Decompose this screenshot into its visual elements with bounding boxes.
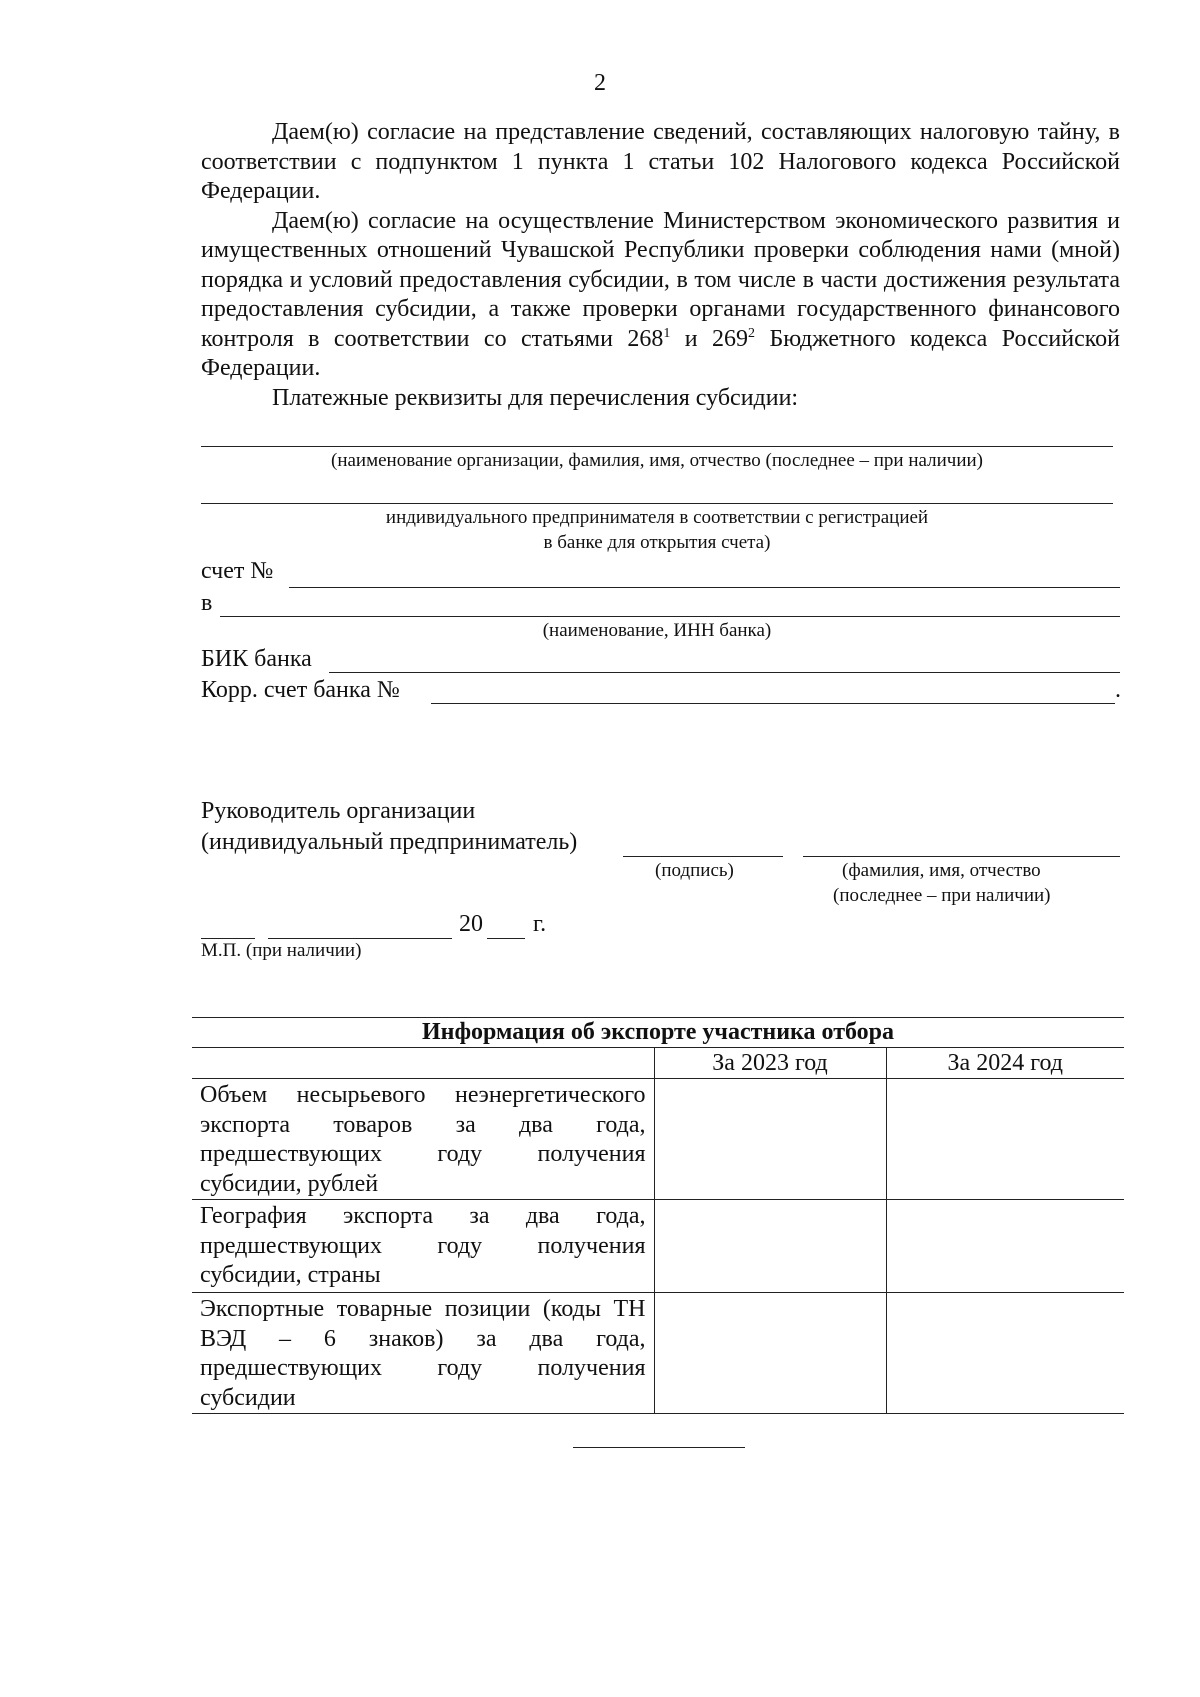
fio-caption-line1: (фамилия, имя, отчество [842, 860, 1041, 881]
account-line[interactable] [289, 587, 1120, 588]
table-row [192, 1079, 1124, 1200]
table-title: Информация об экспорте участника отбора [192, 1018, 1124, 1048]
export-volume-2023-cell[interactable] [654, 1079, 886, 1200]
stamp-caption: М.П. (при наличии) [201, 940, 362, 961]
date-year-suffix: г. [533, 911, 547, 937]
table-header-blank [192, 1048, 654, 1079]
date-year-line[interactable] [487, 938, 525, 939]
body-text [201, 118, 1120, 413]
corr-account-label: Корр. счет банка № [201, 677, 400, 703]
bank-line[interactable] [220, 616, 1120, 617]
org-name-caption: (наименование организации, фамилия, имя, отчество (последнее – при наличии) [331, 450, 983, 471]
consent-inspection-paragraph: Даем(ю) согласие на осуществление Министерством экономического развития и имущественных отношений Чувашской Республики проверки соблюдения нами (мной) порядка и условий предоставления субсидии, в том числе в части достижения результата предоставления субсидии, а также проверки органами государственного финансового контроля в соответствии со статьями $268^1$ и $269^2$ Бюджетного кодекса Российской Федерации. [201, 207, 1121, 381]
bank-name-caption: (наименование, ИНН банка) [542, 620, 772, 641]
export-geography-2024-cell[interactable] [886, 1200, 1124, 1293]
fio-caption-line2: (последнее – при наличии) [833, 885, 1051, 906]
org-name-line-2[interactable] [201, 503, 1113, 504]
payment-details-heading: Платежные реквизиты для перечисления субсидии: [272, 384, 799, 411]
ip-caption-line1: индивидуального предпринимателя в соответствии с регистрацией [385, 507, 929, 528]
individual-entrepreneur-label: (индивидуальный предприниматель) [201, 829, 578, 855]
table-title-row [192, 1018, 1124, 1048]
export-codes-2024-cell[interactable] [886, 1293, 1124, 1414]
corr-account-line[interactable] [431, 703, 1115, 704]
row-label-export-volume: Объем несырьевого неэнергетического экспорта товаров за два года, предшествующих году получения субсидии, рублей [192, 1079, 654, 1200]
row-label-export-geography: География экспорта за два года, предшествующих году получения субсидии, страны [192, 1200, 654, 1293]
head-of-organization-label: Руководитель организации [201, 798, 476, 824]
table-header-row [192, 1048, 1124, 1079]
bik-line[interactable] [329, 672, 1120, 673]
corr-account-end: . [1115, 677, 1121, 703]
superscript: 2 [748, 325, 756, 341]
fio-line[interactable] [803, 856, 1120, 857]
bank-in-label: в [201, 590, 213, 616]
column-header-2023: За 2023 год [654, 1048, 886, 1079]
export-geography-2023-cell[interactable] [654, 1200, 886, 1293]
column-header-2024: За 2024 год [886, 1048, 1124, 1079]
export-info-table [192, 1017, 1124, 1414]
row-label-export-commodity-codes: Экспортные товарные позиции (коды ТН ВЭД – 6 знаков) за два года, предшествующих году получения субсидии [192, 1293, 654, 1414]
account-label: счет № [201, 558, 274, 584]
date-year-prefix: 20 [459, 911, 483, 937]
org-name-line[interactable] [201, 446, 1113, 447]
export-volume-2024-cell[interactable] [886, 1079, 1124, 1200]
consent-tax-secret-paragraph: Даем(ю) согласие на представление сведений, составляющих налоговую тайну, в соответствии с подпунктом 1 пункта 1 статьи 102 Налогового кодекса Российской Федерации. [201, 119, 1120, 204]
signature-caption: (подпись) [655, 860, 734, 881]
end-of-document-divider [573, 1447, 745, 1448]
table-row [192, 1293, 1124, 1414]
bik-label: БИК банка [201, 646, 312, 672]
table-row [192, 1200, 1124, 1293]
superscript: 1 [663, 325, 671, 341]
ip-caption-line2: в банке для открытия счета) [543, 532, 771, 553]
export-codes-2023-cell[interactable] [654, 1293, 886, 1414]
page-number: 2 [594, 70, 606, 96]
signature-line[interactable] [623, 856, 783, 857]
